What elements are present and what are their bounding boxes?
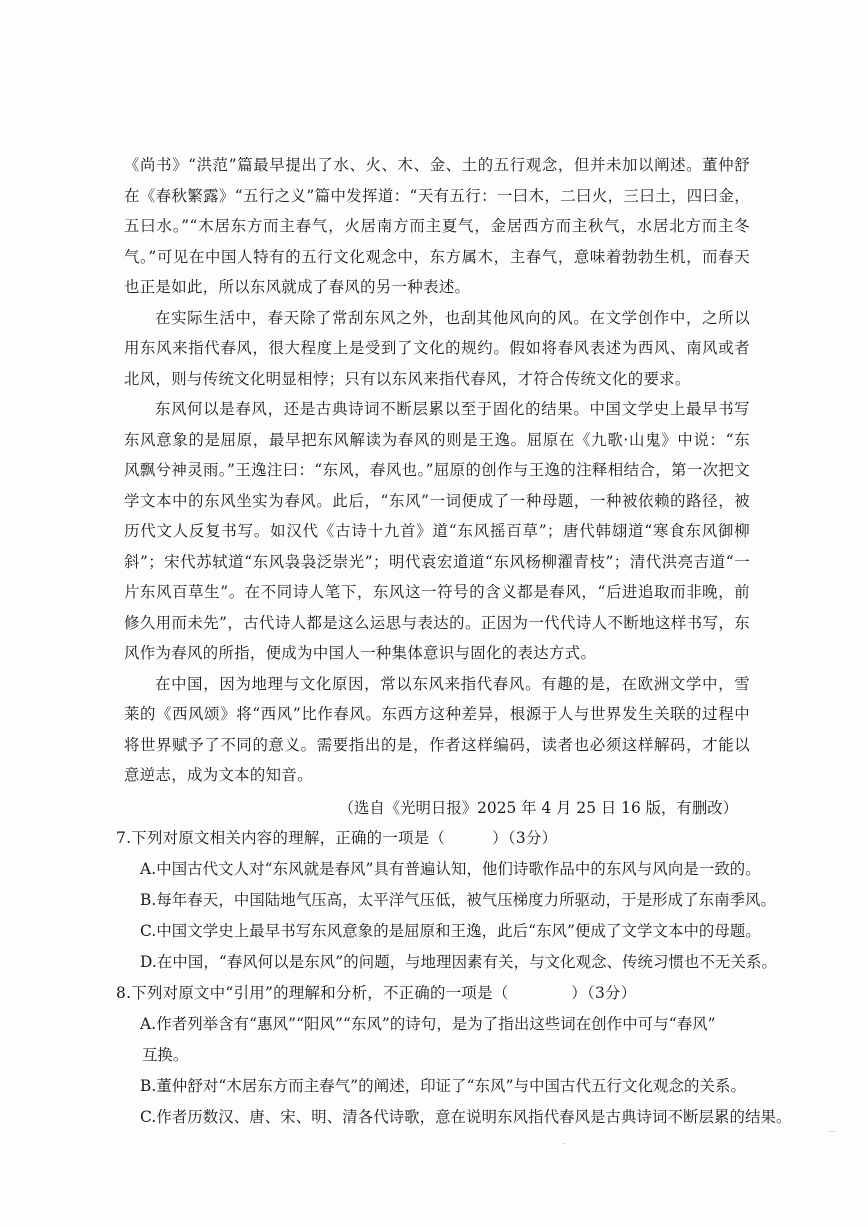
question-8-option-c: C.作者历数汉、唐、宋、明、清各代诗歌，意在说明东风指代春风是古典诗词不断层累的结果。	[140, 1107, 792, 1126]
question-7-option-a: A.中国古代文人对“东风就是春风”具有普遍认知，他们诗歌作品中的东风与风向是一致的。	[140, 859, 761, 878]
page-content	[116, 150, 792, 1133]
question-8-stem: 8.下列对原文中“引用”的理解和分析，不正确的一项是（ ）（3分）	[116, 983, 637, 1002]
question-7	[116, 823, 777, 978]
question-7-option-c: C.中国文学史上最早书写东风意象的是屈原和王逸，此后“东风”便成了文学文本中的母题。	[140, 921, 761, 940]
question-7-option-d: D.在中国，“春风何以是东风”的问题，与地理因素有关，与文化观念、传统习惯也不无关系。	[140, 952, 777, 971]
question-8	[116, 978, 792, 1133]
question-8-option-a: A.作者列举含有“惠风”“阳风”“东风”的诗句，是为了指出这些词在创作中可与“春风”	[140, 1014, 716, 1033]
question-7-stem: 7.下列对原文相关内容的理解，正确的一项是（ ）（3分）	[116, 828, 558, 847]
question-8-option-a-continuation: 互换。	[142, 1045, 189, 1064]
passage-source: （选自《光明日报》2025 年 4 月 25 日 16 版，有删改）	[338, 798, 738, 817]
scan-artifact-line	[828, 1131, 836, 1132]
scan-artifact-dot	[563, 1143, 566, 1144]
passage-paragraph-1: 《尚书》“洪范”篇最早提出了水、火、木、金、土的五行观念，但并未加以阐述。董仲舒在《春秋繁露》“五行之义”篇中发挥道：“天有五行：一曰木，二曰火，三曰土，四曰金，五曰水。”“木居东方而主春气，火居南方而主夏气，金居西方而主秋气，水居北方而主冬气。”可见在中国人特有的五行文化观念中，东方属木，主春气，意味着勃勃生机，而春天也正是如此，所以东风就成了春风的另一种表述。	[124, 156, 750, 296]
passage-paragraph-4: 在中国，因为地理与文化原因，常以东风来指代春风。有趣的是，在欧洲文学中，雪莱的《西风颂》将“西风”比作春风。东西方这种差异，根源于人与世界发生关联的过程中将世界赋予了不同的意义。需要指出的是，作者这样编码，读者也必须这样解码，才能以意逆志，成为文本的知音。	[124, 674, 750, 784]
passage-paragraph-3: 东风何以是春风，还是古典诗词不断层累以至于固化的结果。中国文学史上最早书写东风意象的是屈原，最早把东风解读为春风的则是王逸。屈原在《九歌·山鬼》中说：“东风飘兮神灵雨。”王逸注曰：“东风，春风也。”屈原的创作与王逸的注释相结合，第一次把文学文本中的东风坐实为春风。此后，“东风”一词便成了一种母题，一种被依赖的路径，被历代文人反复书写。如汉代《古诗十九首》道“东风摇百草”；唐代韩翃道“寒食东风御柳斜”；宋代苏轼道“东风袅袅泛崇光”；明代袁宏道道“东风杨柳濯青枝”；清代洪亮吉道“一片东风百草生”。在不同诗人笔下，东风这一符号的含义都是春风，“后进追取而非晚，前修久用而未先”，古代诗人都是这么运思与表达的。正因为一代代诗人不断地这样书写，东风作为春风的所指，便成为中国人一种集体意识与固化的表达方式。	[124, 400, 750, 662]
passage-paragraph-2: 在实际生活中，春天除了常刮东风之外，也刮其他风向的风。在文学创作中，之所以用东风来指代春风，很大程度上是受到了文化的规约。假如将春风表述为西风、南风或者北风，则与传统文化明显相悖；只有以东风来指代春风，才符合传统文化的要求。	[124, 308, 750, 388]
question-8-option-b: B.董仲舒对“木居东方而主春气”的阐述，印证了“东风”与中国古代五行文化观念的关系。	[140, 1076, 746, 1095]
question-7-option-b: B.每年春天，中国陆地气压高，太平洋气压低，被气压梯度力所驱动，于是形成了东南季风。	[140, 890, 777, 909]
